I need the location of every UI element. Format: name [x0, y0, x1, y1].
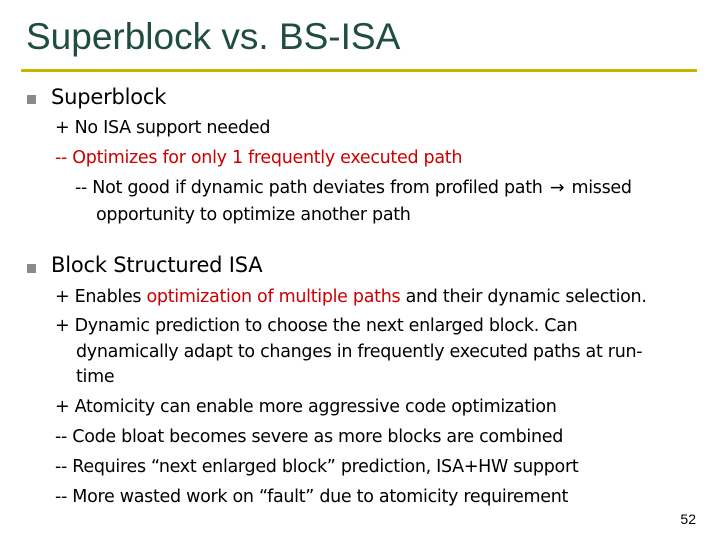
superblock-line-1: + No ISA support needed [55, 118, 271, 138]
bsisa-line-6: -- Code bloat becomes severe as more blocks are combined [55, 427, 564, 447]
superblock-line-4: opportunity to optimize another path [96, 205, 411, 225]
title-underline [21, 69, 697, 72]
superblock-line-3-end: missed [571, 178, 632, 198]
bsisa-line-2: + Dynamic prediction to choose the next enlarged block. Can [55, 316, 578, 336]
bsisa-line-7: -- Requires “next enlarged block” prediction, ISA+HW support [55, 457, 579, 477]
bsisa-line-8: -- More wasted work on “fault” due to atomicity requirement [55, 487, 569, 507]
bsisa-line-4: time [76, 367, 115, 387]
superblock-line-2: -- Optimizes for only 1 frequently executed path [55, 148, 463, 168]
section-heading-superblock: Superblock [51, 85, 167, 109]
bullet-square-icon [27, 95, 36, 104]
bsisa-line-3: dynamically adapt to changes in frequently executed paths at run- [76, 342, 643, 362]
bsisa-line-1-post: and their dynamic selection. [400, 287, 647, 307]
slide-title: Superblock vs. BS-ISA [26, 16, 401, 57]
bsisa-line-1 [55, 287, 647, 307]
superblock-line-3 [75, 178, 632, 198]
superblock-line-3-text: -- Not good if dynamic path deviates from profiled path [75, 178, 543, 198]
bsisa-line-1-highlight: optimization of multiple paths [146, 287, 401, 307]
bullet-square-icon [27, 264, 36, 273]
bsisa-line-1-pre: + Enables [55, 287, 147, 307]
right-arrow-icon: → [549, 178, 565, 198]
section-heading-bs-isa: Block Structured ISA [51, 253, 263, 277]
bsisa-line-5: + Atomicity can enable more aggressive code optimization [55, 397, 557, 417]
page-number: 52 [680, 511, 696, 527]
